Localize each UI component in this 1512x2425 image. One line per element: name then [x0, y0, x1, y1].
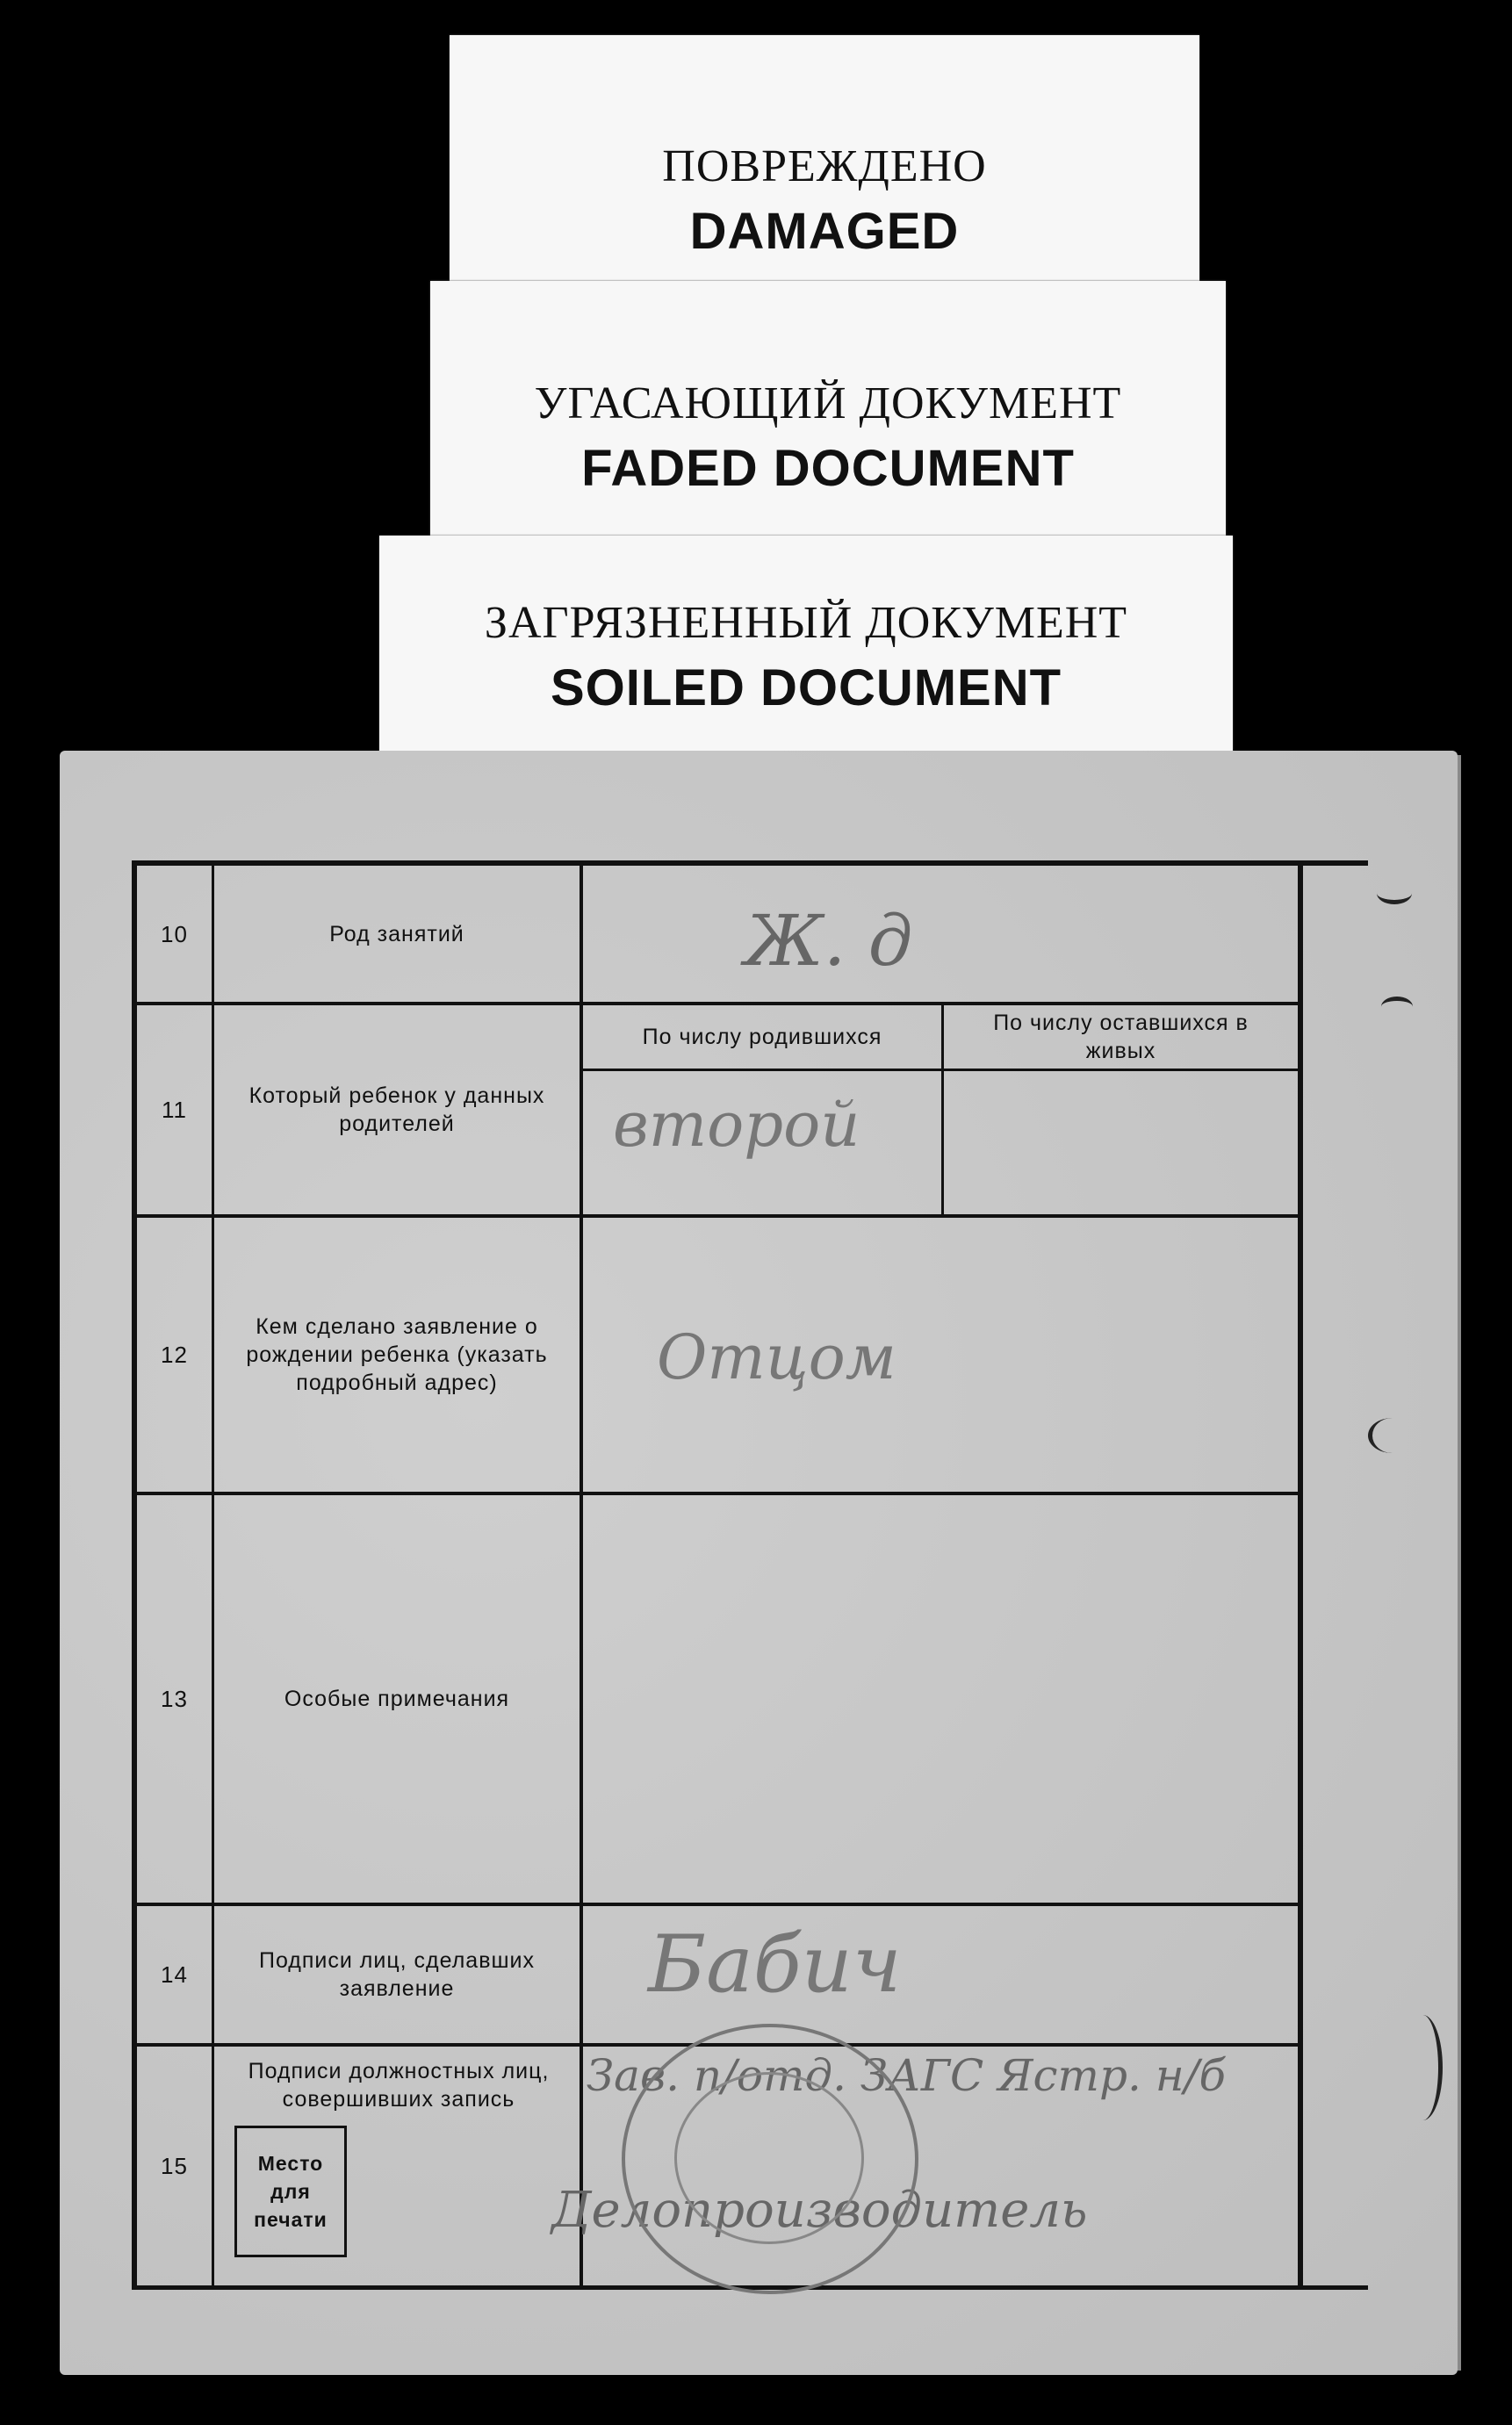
row-number: 10: [161, 920, 188, 947]
damaged-tag: [450, 35, 1199, 297]
row-number: 15: [161, 2153, 188, 2179]
tag-ru-text: УГАСАЮЩИЙ ДОКУМЕНТ: [534, 378, 1122, 428]
row-label: Подписи должностных лиц, совершивших запись: [248, 2059, 550, 2112]
subheader-born: По числу родившихся: [642, 1025, 882, 1049]
handwriting-signature-declarant: Бабич: [648, 1918, 902, 2011]
row-label: Который ребенок у данных родителей: [248, 1083, 545, 1136]
row-label: Особые примечания: [284, 1687, 510, 1711]
tag-en-text: SOILED DOCUMENT: [550, 659, 1062, 716]
tag-en-text: DAMAGED: [689, 203, 960, 260]
torn-mark: [1368, 1418, 1416, 1453]
row-number: 11: [162, 1097, 187, 1123]
handwriting-registrar-line: Зав. п/отд. ЗАГС Ястр. н/б: [587, 2050, 1227, 2101]
tag-ru-text: ЗАГРЯЗНЕННЫЙ ДОКУМЕНТ: [484, 598, 1128, 648]
subheader-alive: По числу оставшихся в живых: [993, 1011, 1249, 1063]
handwriting-registrar-signature: Делопроизводитель: [551, 2182, 1088, 2239]
official-stamp-inner: [674, 2072, 864, 2244]
handwriting-occupation: Ж. д: [745, 900, 913, 982]
torn-mark: [1403, 2015, 1443, 2120]
row-number: 13: [161, 1686, 188, 1712]
seal-box-label: Место для печати: [254, 2152, 328, 2231]
document-page: [60, 751, 1458, 2375]
tag-ru-text: ПОВРЕЖДЕНО: [662, 141, 987, 191]
handwriting-declarant: Отцом: [657, 1321, 896, 1393]
col-divider-2: [580, 860, 583, 2290]
row-number: 14: [161, 1961, 188, 1988]
torn-mark: [1381, 997, 1413, 1017]
row-line-sub: [580, 1069, 1303, 1071]
tag-en-text: FADED DOCUMENT: [581, 440, 1075, 497]
row-number: 12: [161, 1342, 188, 1368]
row-label: Род занятий: [329, 921, 464, 946]
soiled-tag: [379, 536, 1233, 755]
handwriting-child-order: второй: [613, 1089, 860, 1161]
faded-tag: [430, 281, 1226, 543]
row-label: Кем сделано заявление о рождении ребенка (указать подробный адрес): [246, 1314, 548, 1395]
frame-right: [1298, 860, 1303, 2290]
torn-mark: [1377, 882, 1412, 904]
row-label: Подписи лиц, сделавших заявление: [258, 1948, 536, 2001]
col-divider-1: [212, 860, 214, 2290]
